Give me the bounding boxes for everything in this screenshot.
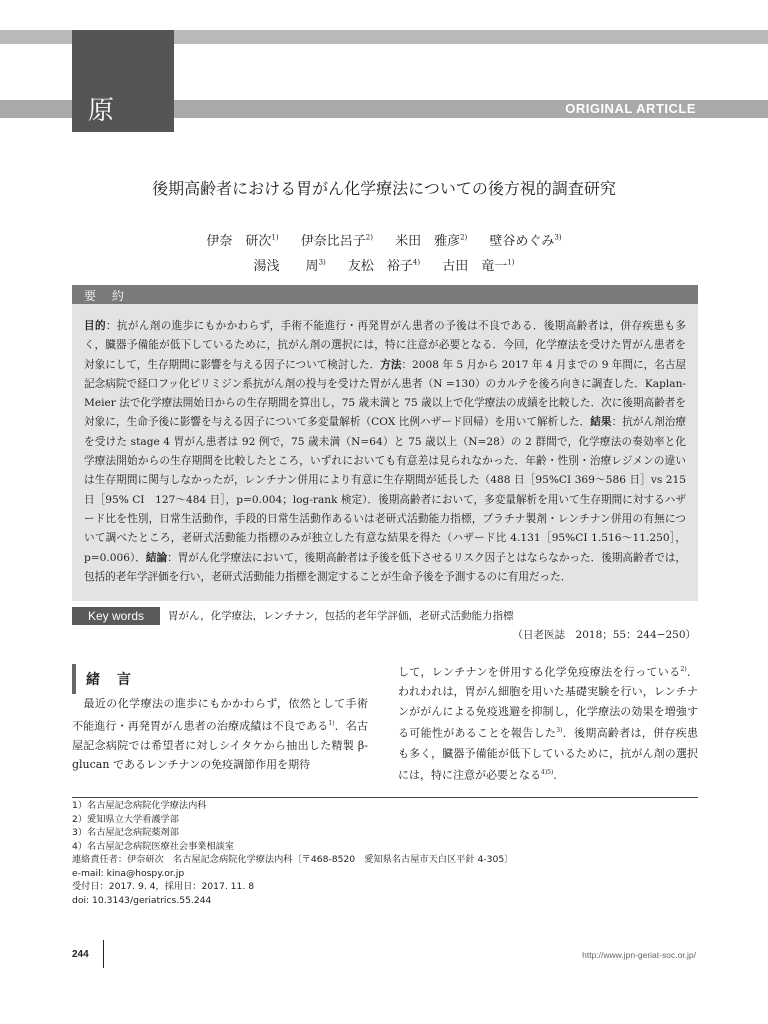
footnotes <box>72 799 698 907</box>
author-affiliation: 1) <box>271 234 279 242</box>
abstract-header <box>72 285 698 304</box>
journal-citation: （日老医誌 2018；55：244−250） <box>512 629 696 641</box>
intro-text: ．後期高齢者は，併存疾患も多く，臓器予備能が低下しているために，抗がん剤の選択には，特に注意が必要となる <box>398 727 699 782</box>
intro-text: 最近の化学療法の進歩にもかかわらず，依然として手術不能進行・再発胃がん患者の治療成績は不良である <box>72 697 368 733</box>
author <box>442 259 514 274</box>
author <box>254 259 326 274</box>
author-affiliation: 4) <box>412 258 421 267</box>
author-name: 米田 雅彦 <box>395 234 461 250</box>
intro-text: ．われわれは，胃がん細胞を用いた基礎実験を行い，レンチナンががんによる免疫逃避を抑制し，化学療法の効果を増強する可能性があることを報告した <box>398 665 699 741</box>
author-name: 壁谷めぐみ <box>489 234 555 250</box>
abstract-methods: ：2008 年 5 月から 2017 年 4 月までの 9 年間に，名古屋記念病院で経口フッ化ピリミジン系抗がん剤の投与を受けた胃がん患者（N =130）のカルテを後ろ向きに調査した．Kaplan-Meier 法で化学療法開始日からの生存期間を算出し，75 歳未満と 75 歳以上で化学療法の成績を比較した．次に後期高齢者を対象に，生命予後に影響を与える因子について多変量解析（COX 比例ハザード回帰）を用いて解析した． <box>84 358 687 429</box>
page-number: 244 <box>72 949 89 960</box>
citation-ref: 4)5) <box>541 769 554 777</box>
author-name: 伊奈比呂子 <box>300 234 366 250</box>
author-affiliation: 2) <box>460 234 468 242</box>
author-name: 伊奈 研次 <box>206 234 272 250</box>
intro-text: ． <box>553 768 565 782</box>
footnote-affiliation: 2）愛知県立大学看護学部 <box>72 813 179 825</box>
author-affiliation: 3) <box>554 234 562 242</box>
article-type-label: ORIGINAL ARTICLE <box>565 101 696 116</box>
intro-left-column <box>72 694 368 775</box>
intro-text: して，レンチナンを併用する化学免疫療法を行っている <box>398 665 681 679</box>
author <box>395 234 467 249</box>
abstract-purpose: ：抗がん剤の進歩にもかかわらず，手術不能進行・再発胃がん患者の予後は不良である．後期高齢者は，併存疾患も多く，臓器予備能が低下しているために，抗がん剤の選択には，特に注意が必要となる．今回，化学療法を受けた胃がん患者を対象にして，生存期間に影響を与える因子について検討した． <box>84 320 686 371</box>
category-box: 原 著 <box>72 30 174 132</box>
abstract-heading: 要 約 <box>84 289 130 303</box>
citation-ref: 3) <box>556 727 563 735</box>
author-name: 古田 竜一 <box>442 258 508 274</box>
author <box>489 234 561 249</box>
footnote-doi: doi: 10.3143/geriatrics.55.244 <box>72 894 212 906</box>
journal-url: http://www.jpn-geriat-soc.or.jp/ <box>582 950 696 960</box>
author-affiliation: 3) <box>318 258 326 267</box>
author-row <box>0 228 768 252</box>
keywords-label: Key words <box>72 607 160 625</box>
section-marker <box>72 664 76 694</box>
abstract-results-label: 結果 <box>590 416 612 429</box>
abstract-box <box>72 285 698 601</box>
citation-ref: 1) <box>328 719 335 727</box>
footnote-affiliation: 4）名古屋記念病院医療社会事業相談室 <box>72 840 235 852</box>
abstract-purpose-label: 目的 <box>84 320 106 332</box>
page-number-divider <box>103 940 104 968</box>
section-heading: 緒 言 <box>86 672 137 688</box>
article-title: 後期高齢者における胃がん化学療法についての後方視的調査研究 <box>152 179 616 198</box>
abstract-conclusion: ：胃がん化学療法において，後期高齢者は予後を低下させるリスク因子とはならなかった．後期高齢者では，包括的老年学評価を行い，老研式活動能力指標を測定することが生命予後を予測するのに有用だった． <box>84 551 686 583</box>
intro-text: ．名古屋記念病院では希望者に対しシイタケから抽出した精製 β-glucan であるレンチナンの免疫調節作用を期待 <box>72 719 369 772</box>
abstract-conclusion-label: 結論 <box>145 551 168 564</box>
footnote-contact: 連絡責任者：伊奈研次 名古屋記念病院化学療法内科〔〒468-8520 愛知県名古屋市天白区平針 4-305〕 <box>72 854 514 865</box>
citation-ref: 2) <box>680 666 687 673</box>
author-name: 湯浅 周 <box>253 258 319 274</box>
author-affiliation: 1) <box>507 258 515 267</box>
footnote-dates: 受付日：2017. 9. 4，採用日：2017. 11. 8 <box>72 881 255 892</box>
footnote-divider <box>72 797 698 798</box>
keywords-text: 胃がん，化学療法，レンチナン，包括的老年学評価，老研式活動能力指標 <box>168 610 514 622</box>
abstract-results: ：抗がん剤治療を受けた stage 4 胃がん患者は 92 例で，75 歳未満（N=64）と 75 歳以上（N=28）の 2 群間で，化学療法の奏効率と化学療法開始からの生存期間を比較したところ，いずれにおいても有意差は見られなかった．年齢・性別・治療レジメンの違いは生存期間に関与しなかったが，レンチナン併用により有意に生存期間が延長した（488 日［95%CI 369〜586 日］vs 215 日［95% CI 127〜484 日］，p=0.004；log-rank 検定）．後期高齢者において，多変量解析を用いて生存期間に対するハザード比を性別，日常生活動作，手段的日常生活動作あるいは老研式活動能力指標，プラチナ製剤・レンチナン併用の有無について調べたところ，老研式活動能力指標のみが独立した有意な結果を得た（ハザード比 4.131［95%CI 1.516〜11.250］，p=0.006）． <box>84 416 687 564</box>
footnote-email: e-mail: kina@hospy.or.jp <box>72 867 185 879</box>
abstract-methods-label: 方法 <box>380 358 402 371</box>
author <box>301 234 373 249</box>
abstract-body <box>84 317 686 587</box>
author-list <box>0 228 768 277</box>
author <box>348 259 420 274</box>
intro-right-column <box>398 660 698 786</box>
author-affiliation: 2) <box>365 234 373 242</box>
author-row <box>0 252 768 276</box>
author-name: 友松 裕子 <box>347 258 413 274</box>
footnote-affiliation: 3）名古屋記念病院薬剤部 <box>72 827 179 838</box>
footnote-affiliation: 1）名古屋記念病院化学療法内科 <box>72 800 207 811</box>
author <box>206 234 278 249</box>
